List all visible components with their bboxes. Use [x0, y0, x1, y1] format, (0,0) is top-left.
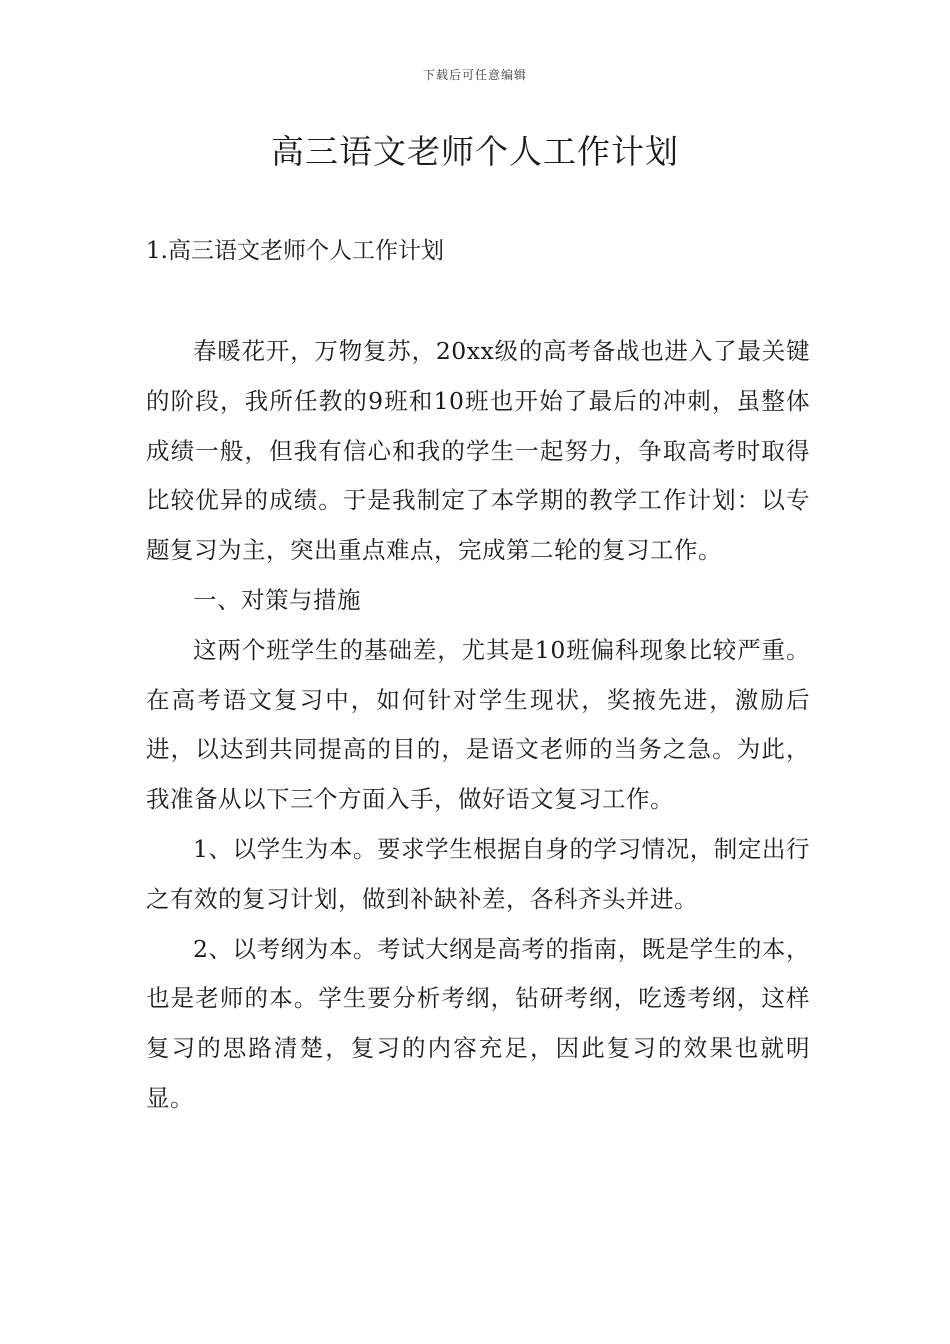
header-note: 下载后可任意编辑 [422, 68, 527, 82]
paragraph-intro: 春暖花开，万物复苏，20xx级的高考备战也进入了最关键的阶段，我所任教的9班和10班也开始了最后的冲刺，虽整体成绩一般，但我有信心和我的学生一起努力，争取高考时取得比较优异的成绩。于是我制定了本学期的教学工作计划：以专题复习为主，突出重点难点，完成第二轮的复习工作。 [146, 337, 810, 565]
section-heading: 1.高三语文老师个人工作计划 [146, 238, 444, 264]
document-title: 高三语文老师个人工作计划 [271, 132, 679, 171]
paragraph-subheading-measures: 一、对策与措施 [193, 585, 361, 614]
paragraph-situation: 这两个班学生的基础差，尤其是10班偏科现象比较严重。在高考语文复习中，如何针对学生现状，奖掖先进，激励后进，以达到共同提高的目的，是语文老师的当务之急。为此，我准备从以下三个方面入手，做好语文复习工作。 [146, 635, 810, 814]
paragraph-point-2: 2、以考纲为本。考试大纲是高考的指南，既是学生的本，也是老师的本。学生要分析考纲，钻研考纲，吃透考纲，这样复习的思路清楚，复习的内容充足，因此复习的效果也就明显。 [146, 934, 810, 1112]
paragraph-point-1: 1、以学生为本。要求学生根据自身的学习情况，制定出行之有效的复习计划，做到补缺补差，各科齐头并进。 [146, 834, 810, 913]
body-text [146, 327, 810, 1124]
